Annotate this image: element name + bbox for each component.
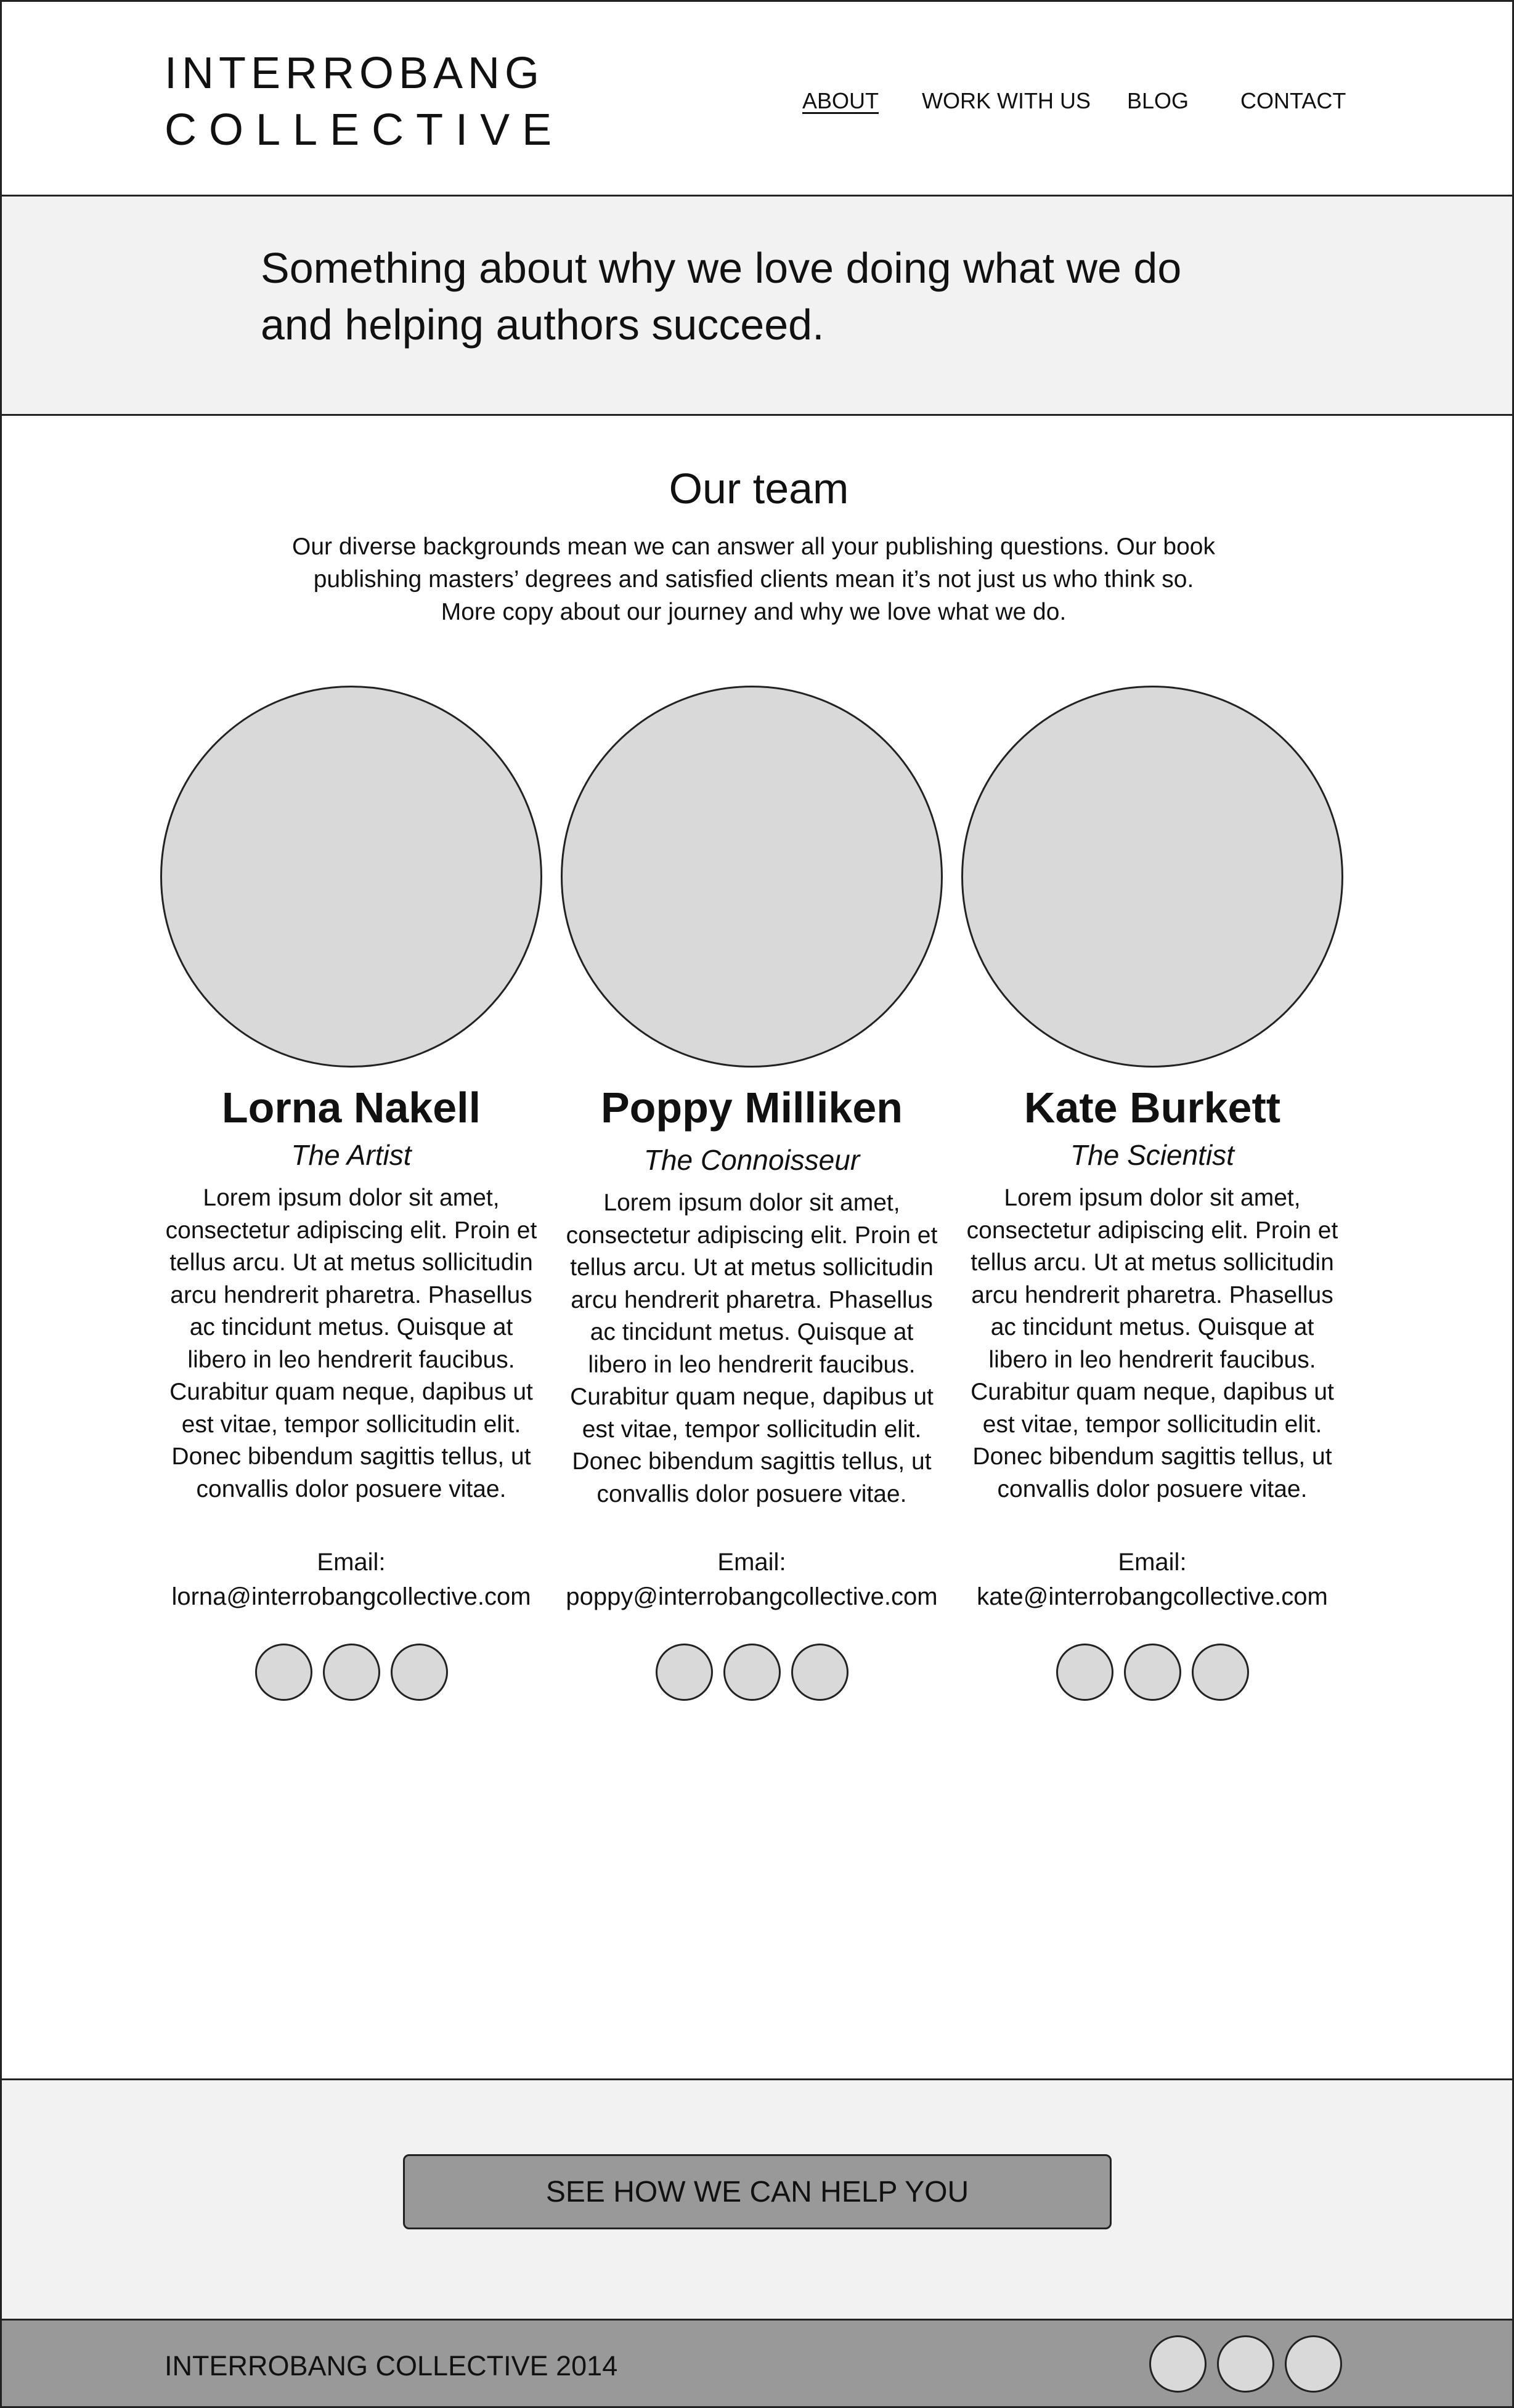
email-label: Email: xyxy=(717,1549,786,1576)
member-bio: Lorem ipsum dolor sit amet, consectetur adipiscing elit. Proin et tellus arcu. Ut at metus sollicitudin arcu hendrerit pharetra. Phasellus ac tincidunt metus. Quisque at libero in leo hendrerit faucibus. Curabitur quam neque, dapibus ut est vitae, tempor sollicitudin elit. Donec bibendum sagittis tellus, ut convallis dolor posuere vitae. xyxy=(165,1185,537,1502)
social-icon[interactable] xyxy=(1149,2335,1207,2393)
social-icon[interactable] xyxy=(656,1644,713,1701)
member-social-links xyxy=(548,1644,955,1701)
social-icon[interactable] xyxy=(255,1644,312,1701)
team-intro-line-3: More copy about our journey and why we love what we do. xyxy=(441,599,1067,625)
member-social-links xyxy=(148,1644,555,1701)
member-role: The Connoisseur xyxy=(643,1144,860,1176)
avatar-placeholder-icon xyxy=(961,686,1343,1068)
hero-line-1: Something about why we love doing what we do xyxy=(261,244,1182,292)
avatar-placeholder-icon xyxy=(561,686,943,1068)
hero-statement xyxy=(261,240,1308,353)
social-icon[interactable] xyxy=(723,1644,781,1701)
social-icon[interactable] xyxy=(1124,1644,1181,1701)
site-footer xyxy=(2,2319,1514,2408)
email-label: Email: xyxy=(1118,1549,1187,1576)
logo-line-2: COLLECTIVE xyxy=(165,105,564,155)
nav-item-contact[interactable]: CONTACT xyxy=(1240,88,1346,113)
member-email-link[interactable]: lorna@interrobangcollective.com xyxy=(171,1583,531,1610)
social-icon[interactable] xyxy=(391,1644,448,1701)
team-member-card xyxy=(548,686,955,1701)
social-icon[interactable] xyxy=(323,1644,380,1701)
member-email-link[interactable]: poppy@interrobangcollective.com xyxy=(566,1583,938,1610)
team-intro-line-1: Our diverse backgrounds mean we can answer all your publishing questions. Our book xyxy=(292,533,1215,560)
hero-band xyxy=(2,197,1514,416)
team-title: Our team xyxy=(669,464,849,513)
member-bio: Lorem ipsum dolor sit amet, consectetur adipiscing elit. Proin et tellus arcu. Ut at metus sollicitudin arcu hendrerit pharetra. Phasellus ac tincidunt metus. Quisque at libero in leo hendrerit faucibus. Curabitur quam neque, dapibus ut est vitae, tempor sollicitudin elit. Donec bibendum sagittis tellus, ut convallis dolor posuere vitae. xyxy=(566,1190,938,1507)
social-icon[interactable] xyxy=(1285,2335,1342,2393)
avatar-placeholder-icon xyxy=(160,686,542,1068)
logo-line-1: INTERROBANG xyxy=(165,49,545,98)
social-icon[interactable] xyxy=(1192,1644,1249,1701)
member-social-links xyxy=(949,1644,1356,1701)
member-name: Kate Burkett xyxy=(1024,1084,1281,1132)
member-bio: Lorem ipsum dolor sit amet, consectetur adipiscing elit. Proin et tellus arcu. Ut at metus sollicitudin arcu hendrerit pharetra. Phasellus ac tincidunt metus. Quisque at libero in leo hendrerit faucibus. Curabitur quam neque, dapibus ut est vitae, tempor sollicitudin elit. Donec bibendum sagittis tellus, ut convallis dolor posuere vitae. xyxy=(966,1185,1338,1502)
footer-social-links xyxy=(1149,2335,1342,2393)
hero-line-2: and helping authors succeed. xyxy=(261,301,824,349)
team-member-card xyxy=(949,686,1356,1701)
cta-band xyxy=(2,2078,1514,2319)
footer-copyright: INTERROBANG COLLECTIVE 2014 xyxy=(165,2350,618,2382)
nav-item-work-with-us[interactable]: WORK WITH US xyxy=(922,88,1091,113)
team-member-card xyxy=(148,686,555,1701)
social-icon[interactable] xyxy=(1217,2335,1274,2393)
member-email-link[interactable]: kate@interrobangcollective.com xyxy=(977,1583,1328,1610)
team-intro xyxy=(236,530,1271,628)
email-label: Email: xyxy=(317,1549,386,1576)
see-how-we-can-help-button[interactable]: SEE HOW WE CAN HELP YOU xyxy=(403,2154,1112,2229)
member-name: Lorna Nakell xyxy=(221,1084,481,1132)
nav-item-about[interactable]: ABOUT xyxy=(802,88,879,113)
member-name: Poppy Milliken xyxy=(600,1084,903,1132)
social-icon[interactable] xyxy=(1056,1644,1113,1701)
member-role: The Scientist xyxy=(1070,1139,1234,1171)
nav-item-blog[interactable]: BLOG xyxy=(1127,88,1189,113)
social-icon[interactable] xyxy=(791,1644,849,1701)
site-logo[interactable] xyxy=(165,45,564,158)
team-intro-line-2: publishing masters’ degrees and satisfied clients mean it’s not just us who think so. xyxy=(313,566,1194,593)
site-header xyxy=(2,2,1514,197)
member-role: The Artist xyxy=(291,1139,412,1171)
